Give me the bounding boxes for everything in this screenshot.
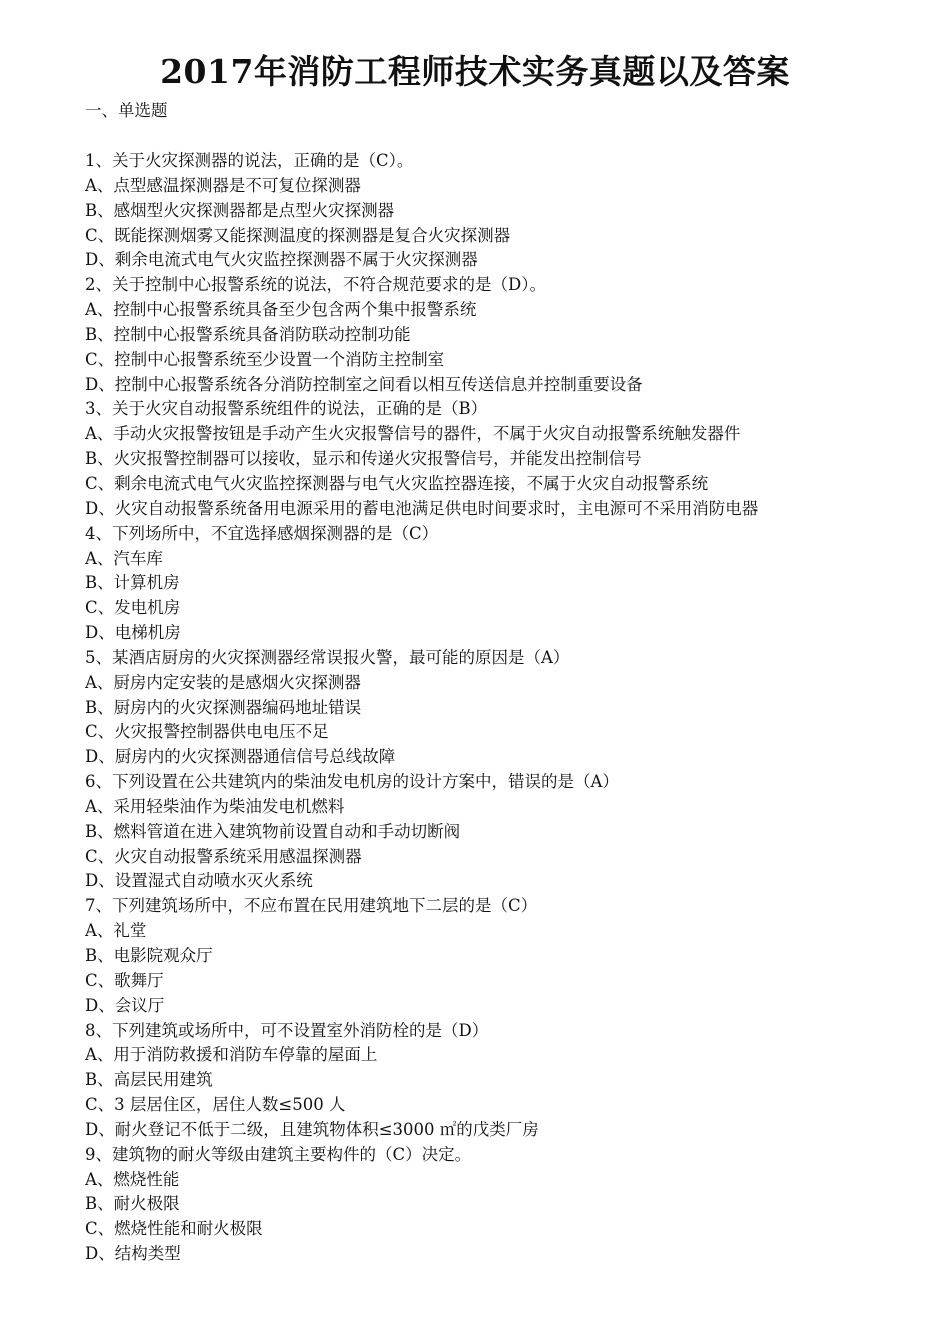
option-line: B、高层民用建筑 bbox=[85, 1070, 213, 1090]
option-line: A、汽车库 bbox=[85, 548, 163, 568]
option-line: A、手动火灾报警按钮是手动产生火灾报警信号的器件，不属于火灾自动报警系统触发器件 bbox=[85, 424, 741, 444]
question-line: 5、某酒店厨房的火灾探测器经常误报火警，最可能的原因是（A） bbox=[85, 647, 570, 667]
option-line: A、点型感温探测器是不可复位探测器 bbox=[85, 175, 361, 195]
option-line: A、采用轻柴油作为柴油发电机燃料 bbox=[85, 796, 345, 816]
option-line: C、控制中心报警系统至少设置一个消防主控制室 bbox=[85, 349, 445, 369]
option-line: D、剩余电流式电气火灾监控探测器不属于火灾探测器 bbox=[85, 250, 478, 270]
option-line: C、火灾报警控制器供电电压不足 bbox=[85, 722, 329, 742]
option-line: B、控制中心报警系统具备消防联动控制功能 bbox=[85, 324, 411, 344]
option-line: C、燃烧性能和耐火极限 bbox=[85, 1219, 263, 1239]
option-line: D、厨房内的火灾探测器通信信号总线故障 bbox=[85, 747, 396, 767]
option-line: B、火灾报警控制器可以接收，显示和传递火灾报警信号，并能发出控制信号 bbox=[85, 449, 642, 469]
option-line: A、燃烧性能 bbox=[85, 1169, 180, 1189]
option-line: B、厨房内的火灾探测器编码地址错误 bbox=[85, 697, 362, 717]
option-line: C、既能探测烟雾又能探测温度的探测器是复合火灾探测器 bbox=[85, 225, 511, 245]
option-line: C、火灾自动报警系统采用感温探测器 bbox=[85, 846, 362, 866]
question-line: 2、关于控制中心报警系统的说法，不符合规范要求的是（D）。 bbox=[85, 275, 546, 295]
option-line: D、结构类型 bbox=[85, 1244, 181, 1264]
question-line: 1、关于火灾探测器的说法，正确的是（C）。 bbox=[85, 151, 414, 170]
question-line: 7、下列建筑场所中，不应布置在民用建筑地下二层的是（C） bbox=[85, 896, 538, 916]
option-line: A、控制中心报警系统具备至少包含两个集中报警系统 bbox=[85, 300, 477, 320]
question-line: 4、下列场所中，不宜选择感烟探测器的是（C） bbox=[85, 523, 439, 543]
option-line: B、感烟型火灾探测器都是点型火灾探测器 bbox=[85, 200, 395, 220]
question-line: 9、建筑物的耐火等级由建筑主要构件的（C）决定。 bbox=[85, 1144, 472, 1164]
option-line: B、燃料管道在进入建筑物前设置自动和手动切断阀 bbox=[85, 821, 461, 841]
option-line: A、礼堂 bbox=[85, 921, 147, 941]
option-line: B、计算机房 bbox=[85, 573, 180, 593]
option-line: C、歌舞厅 bbox=[85, 970, 164, 990]
option-line: D、会议厅 bbox=[85, 995, 165, 1015]
question-list bbox=[85, 149, 905, 1267]
option-line: D、耐火登记不低于二级，且建筑物体积≤3000 ㎡的戊类厂房 bbox=[85, 1119, 539, 1139]
section-heading: 一、单选题 bbox=[85, 101, 168, 120]
option-line: D、电梯机房 bbox=[85, 623, 181, 643]
option-line: A、厨房内定安装的是感烟火灾探测器 bbox=[85, 672, 361, 692]
option-line: B、耐火极限 bbox=[85, 1194, 180, 1214]
option-line: D、火灾自动报警系统备用电源采用的蓄电池满足供电时间要求时，主电源可不采用消防电器 bbox=[85, 498, 759, 518]
option-line: C、3 层居住区，居住人数≤500 人 bbox=[85, 1095, 346, 1115]
option-line: D、控制中心报警系统各分消防控制室之间看以相互传送信息并控制重要设备 bbox=[85, 374, 643, 394]
document-title: 2017年消防工程师技术实务真题以及答案 bbox=[160, 52, 790, 91]
option-line: D、设置湿式自动喷水灭火系统 bbox=[85, 871, 313, 891]
option-line: A、用于消防救援和消防车停靠的屋面上 bbox=[85, 1045, 378, 1065]
question-line: 3、关于火灾自动报警系统组件的说法，正确的是（B） bbox=[85, 399, 488, 419]
option-line: C、发电机房 bbox=[85, 598, 181, 618]
option-line: C、剩余电流式电气火灾监控探测器与电气火灾监控器连接，不属于火灾自动报警系统 bbox=[85, 473, 709, 493]
option-line: B、电影院观众厅 bbox=[85, 946, 213, 965]
question-line: 8、下列建筑或场所中，可不设置室外消防栓的是（D） bbox=[85, 1020, 489, 1040]
question-line: 6、下列设置在公共建筑内的柴油发电机房的设计方案中，错误的是（A） bbox=[85, 772, 619, 792]
